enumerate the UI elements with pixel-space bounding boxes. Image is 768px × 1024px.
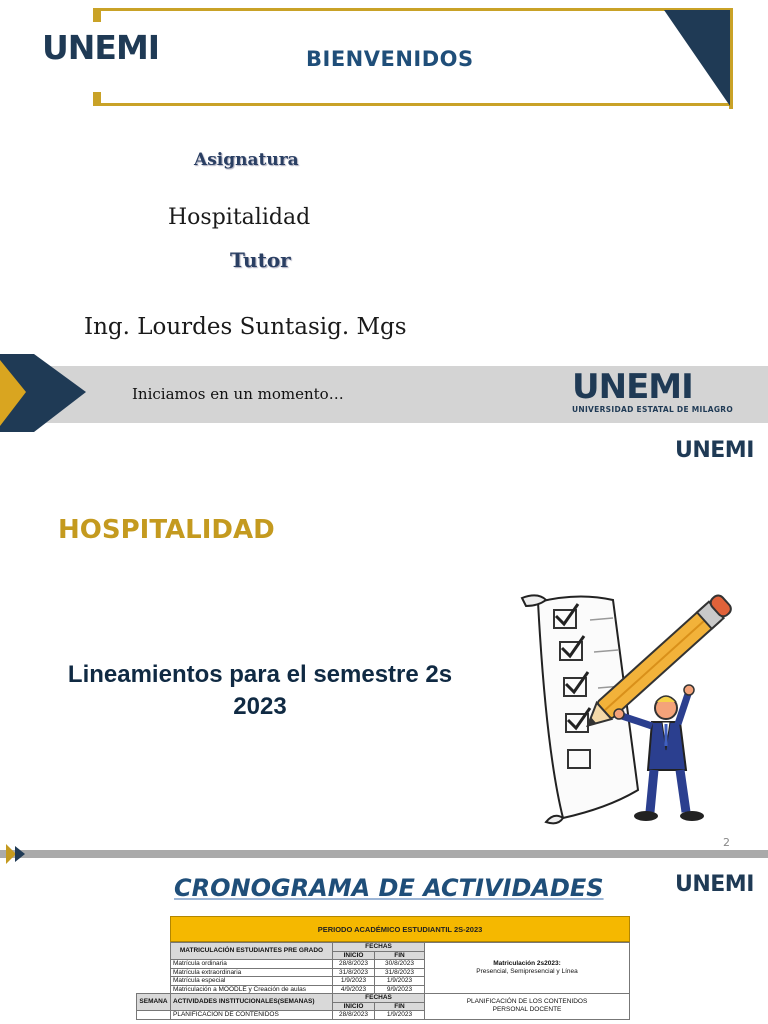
chevron-arrow-icon xyxy=(0,354,90,432)
note-line: PLANIFICACIÓN DE LOS CONTENIDOS xyxy=(466,998,588,1006)
schedule-table xyxy=(136,916,630,1020)
end-cell: 1/9/2023 xyxy=(375,1011,425,1020)
footer-logo-text: UNEMI xyxy=(572,367,693,407)
start-header: INICIO xyxy=(333,951,375,960)
slide-welcome xyxy=(0,0,768,432)
start-cell: 28/8/2023 xyxy=(333,960,375,969)
tutor-name: Ing. Lourdes Suntasig. Mgs xyxy=(84,314,407,340)
subject-name: Hospitalidad xyxy=(168,205,311,230)
footer-logo-subtitle: UNIVERSIDAD ESTATAL DE MILAGRO xyxy=(572,405,734,414)
note-line: PERSONAL DOCENTE xyxy=(492,1006,562,1014)
start-header: INICIO xyxy=(333,1002,375,1011)
slide-guidelines xyxy=(0,432,768,864)
unemi-logo: UNEMI xyxy=(675,872,754,897)
empty-cell xyxy=(137,977,171,986)
double-arrow-icon xyxy=(6,844,32,864)
period-header: PERIODO ACADÉMICO ESTUDIANTIL 2S-2023 xyxy=(170,916,630,942)
week-header: SEMANA xyxy=(137,994,171,1011)
note-cell xyxy=(425,943,630,994)
end-cell: 9/9/2023 xyxy=(375,985,425,994)
end-cell: 1/9/2023 xyxy=(375,977,425,986)
activity-cell: PLANIFICACIÓN DE CONTENIDOS xyxy=(171,1011,333,1020)
empty-cell xyxy=(137,943,171,952)
activity-cell: Matrícula extraordinaria xyxy=(171,968,333,977)
note-body: Presencial, Semipresencial y Línea xyxy=(476,968,578,975)
empty-cell xyxy=(137,968,171,977)
schedule-grid xyxy=(136,942,630,1020)
footer-unemi-logo xyxy=(572,369,733,414)
subject-label: Asignatura xyxy=(194,150,299,170)
dates-header: FECHAS xyxy=(333,994,425,1003)
start-cell: 28/8/2023 xyxy=(333,1011,375,1020)
empty-cell xyxy=(137,960,171,969)
unemi-logo: UNEMI xyxy=(42,28,160,67)
tutor-label: Tutor xyxy=(230,248,291,272)
activity-cell: Matrícula especial xyxy=(171,977,333,986)
empty-cell xyxy=(137,951,171,960)
table-row xyxy=(137,943,630,952)
unemi-logo: UNEMI xyxy=(675,438,754,463)
week-cell xyxy=(137,1011,171,1020)
footer-message: Iniciamos en un momento… xyxy=(132,385,344,403)
guidelines-heading-line2: 2023 xyxy=(233,693,287,720)
section-title: HOSPITALIDAD xyxy=(58,515,275,545)
note-cell xyxy=(425,994,630,1020)
end-header: FIN xyxy=(375,951,425,960)
end-header: FIN xyxy=(375,1002,425,1011)
start-cell: 1/9/2023 xyxy=(333,977,375,986)
table-row xyxy=(137,994,630,1003)
schedule-title: CRONOGRAMA DE ACTIVIDADES xyxy=(174,874,604,902)
dates-header: FECHAS xyxy=(333,943,425,952)
welcome-title: BIENVENIDOS xyxy=(306,47,474,71)
start-cell: 31/8/2023 xyxy=(333,968,375,977)
banner-corner-mark xyxy=(93,92,101,106)
activity-cell: Matrícula ordinaria xyxy=(171,960,333,969)
guidelines-heading xyxy=(20,659,500,723)
page-number: 2 xyxy=(723,836,730,849)
section-title-cell: ACTIVIDADES INSTITUCIONALES(SEMANAS) xyxy=(171,994,333,1011)
section-title-cell: MATRICULACIÓN ESTUDIANTES PRE GRADO xyxy=(171,943,333,960)
slide-schedule xyxy=(0,864,768,1024)
banner-corner-triangle-icon xyxy=(664,10,730,106)
bottom-divider xyxy=(0,850,768,858)
banner-corner-mark xyxy=(93,8,101,22)
checklist-pencil-man-icon xyxy=(518,590,733,830)
guidelines-heading-line1: Lineamientos para el semestre 2s xyxy=(67,661,453,688)
end-cell: 30/8/2023 xyxy=(375,960,425,969)
activity-cell: Matriculación a MOODLE y Creación de aulas xyxy=(171,985,333,994)
start-cell: 4/9/2023 xyxy=(333,985,375,994)
empty-cell xyxy=(137,985,171,994)
note-title: Matriculación 2s2023: xyxy=(493,960,561,967)
end-cell: 31/8/2023 xyxy=(375,968,425,977)
